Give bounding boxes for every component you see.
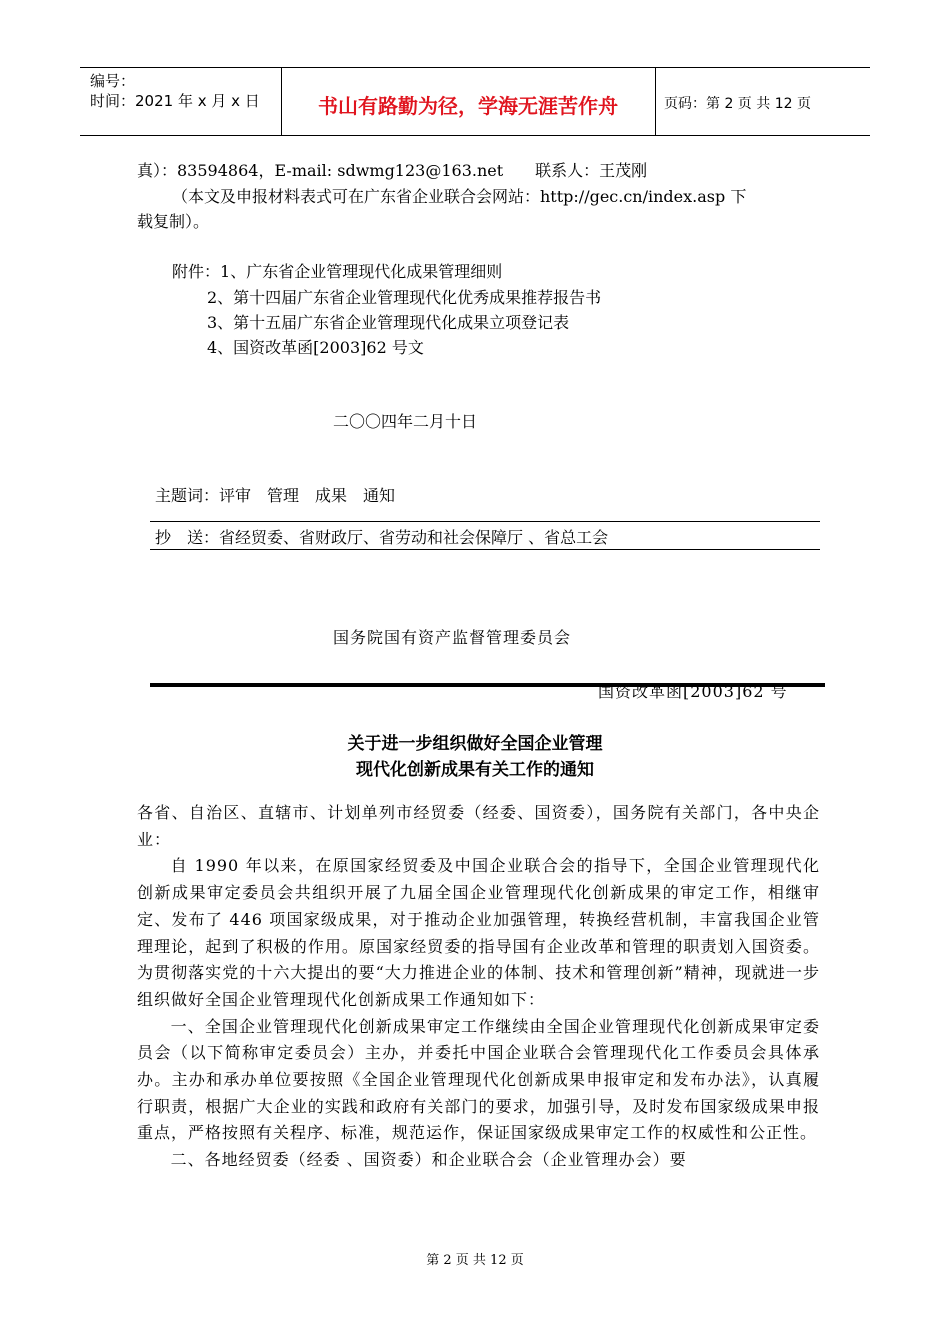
keywords: 主题词：评审 管理 成果 通知 [155,486,396,505]
date-line: 时间：2021 年 x 月 x 日 [90,92,260,110]
paragraph-2: 一、全国企业管理现代化创新成果审定工作继续由全国企业管理现代化创新成果审定委员会（以下简称审定委员会）主办，并委托中国企业联合会管理现代化工作委员会具体承办。主办和承办单位要按照《全国企业管理现代化创新成果申报审定和发布办法》，认真履行职责，根据广大企业的实践和政府有关部门的要求，加强引导，及时发布国家级成果申报重点，严格按照有关程序、标准，规范运作，保证国家级成果审定工作的权威性和公正性。 [137,1016,820,1143]
attachment-item-2: 2、第十四届广东省企业管理现代化优秀成果推荐报告书 [207,288,602,307]
document-number: 国资改革函[2003]62 号 [598,682,788,701]
attachments-block [172,261,502,283]
title-line-2: 现代化创新成果有关工作的通知 [356,760,594,780]
header-bottom-rule [80,135,870,136]
document-date: 二〇〇四年二月十日 [333,412,478,431]
issuing-organization: 国务院国有资产监督管理委员会 [333,628,572,647]
cc-line: 抄 送：省经贸委、省财政厅、省劳动和社会保障厅 、省总工会 [155,528,609,547]
header-left-cell [90,71,260,111]
notice-body [137,800,820,1174]
attachment-item-4: 4、国资改革函[2003]62 号文 [207,338,424,357]
contact-line-1: 真）：83594864，E-mail: sdwmg123@163.net 联系人：王茂刚 [137,161,648,180]
attachment-item-3: 3、第十五届广东省企业管理现代化成果立项登记表 [207,313,570,332]
cc-bottom-rule [150,549,820,550]
header-divider-right [655,68,656,135]
attachment-item-1: 1、广东省企业管理现代化成果管理细则 [220,262,503,281]
number-label: 编号： [90,72,136,90]
paragraph-3: 二、各地经贸委（经委 、国资委）和企业联合会（企业管理办会）要 [170,1150,687,1170]
salutation: 各省、自治区、直辖市、计划单列市经贸委（经委、国资委），国务院有关部门，各中央企业： [137,803,820,849]
paragraph-1: 自 1990 年以来，在原国家经贸委及中国企业联合会的指导下，全国企业管理现代化创新成果审定委员会共组织开展了九届全国企业管理现代化创新成果的审定工作，相继审定、发布了 446 项国家级成果，对于推动企业加强管理，转换经营机制，丰富我国企业管理理论，起到了积极的作用。原国家经贸委的指导国有企业改革和管理的职责划入国资委。为贯彻落实党的十六大提出的要“大力推进企业的体制、技术和管理创新”精神，现就进一步组织做好全国企业管理现代化创新成果工作通知如下： [137,856,820,1009]
header-top-rule [80,67,870,68]
title-line-1: 关于进一步组织做好全国企业管理 [347,734,603,754]
contact-line-3: 载复制）。 [137,212,210,231]
page-footer: 第 2 页 共 12 页 [426,1253,524,1268]
attachments-label: 附件： [172,262,221,281]
header-motto: 书山有路勤为径，学海无涯苦作舟 [318,94,618,118]
cc-top-rule [150,521,820,522]
header-page-info: 页码：第 2 页 共 12 页 [664,96,811,112]
contact-line-2: （本文及申报材料表式可在广东省企业联合会网站：http://gec.cn/index.asp 下 [172,187,747,206]
